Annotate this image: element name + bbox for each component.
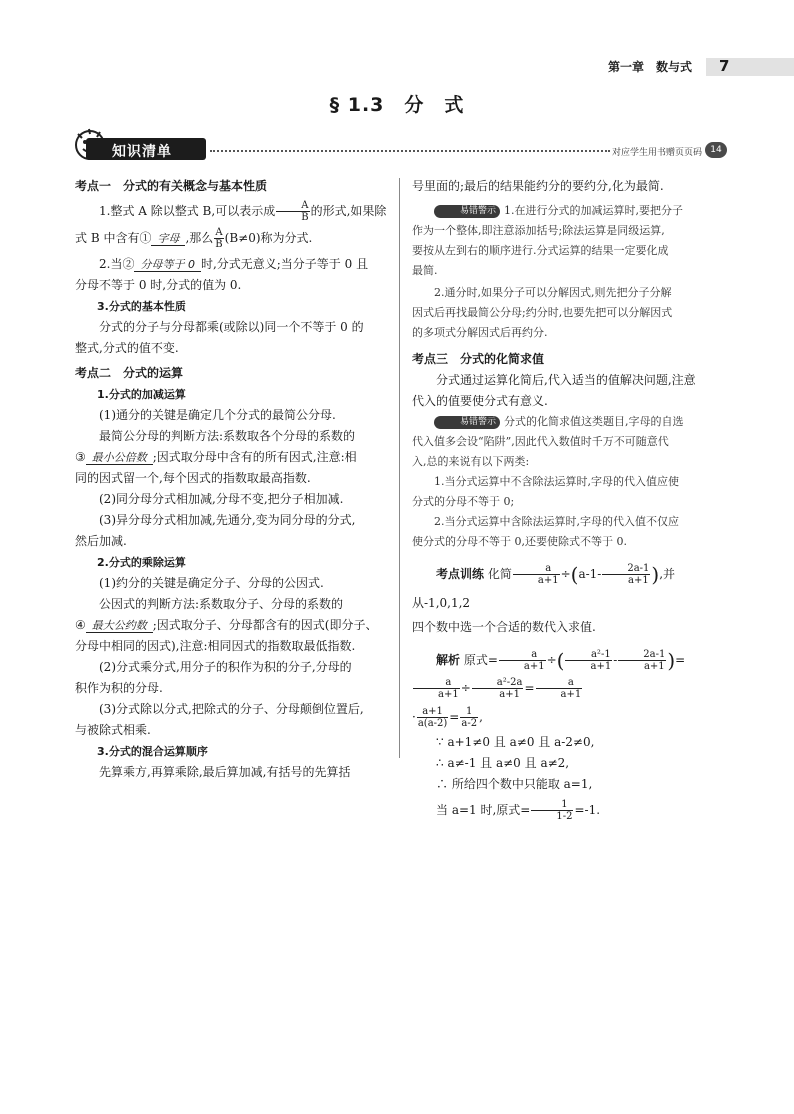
text: 当 a=1 时,原式= [436,803,531,817]
tip1-line-f: 因式后再找最简公分母;约分时,也要先把可以分解因式 [412,306,673,319]
frac-num: a [513,563,560,575]
right-column [412,176,730,825]
answer-3: 最小公倍数 [86,451,153,465]
tip-box-1 [412,201,730,343]
sub-1-line-g: 然后加减. [75,534,127,548]
frac-den: a+1 [523,660,545,672]
text: 1.整式 A 除以整式 B,可以表示成 [99,204,276,218]
property-line-2: 整式,分式的值不变. [75,341,179,355]
page-number: 7 [719,57,730,75]
frac-den: a+1 [438,689,459,700]
tip1-line-b: 作为一个整体,即注意添加括号;除法运算是同级运算, [412,224,665,237]
banner-dotted-line [210,150,610,152]
frac-s8 [460,706,478,729]
para-1-line-2 [75,227,391,250]
frac-den: a+1 [590,660,612,672]
sub-2-line-a: (1)约分的关键是确定分子、分母的公因式. [99,576,324,590]
frac-num: A [276,200,309,212]
sub-2-line-e: (2)分式乘分式,用分子的积作为积的分子,分母的 [99,660,352,674]
sub-3-title: 3.分式的混合运算顺序 [97,745,208,758]
text: ,那么 [185,231,214,245]
k3-line-b: 代入的值要使分式有意义. [412,394,548,408]
frac-num: a [536,677,583,689]
sub-1-line-e: (2)同分母分式相加减,分母不变,把分子相加减. [99,492,344,506]
banner-label: 知识清单 [112,144,172,160]
frac-num: a [413,677,460,689]
sub-2-line-c [75,615,391,636]
tip1-line-d: 最简. [412,264,438,277]
para-2-line-1 [75,254,391,275]
banner-note: 对应学生用书赠页页码 [612,148,703,158]
sub-2-line-g: (3)分式除以分式,把除式的分子、分母颠倒位置后, [99,702,364,716]
text: ③ [75,450,86,464]
text: ④ [75,618,86,632]
frac-num: A [215,227,223,238]
sub-2-title: 2.分式的乘除运算 [97,556,186,569]
sub-2-line-d: 分母中相同的因式),注意:相同因式的指数取最低指数. [75,639,356,653]
frac-ex-1 [513,563,560,586]
kaodian-2-title: 考点二 分式的运算 [75,366,184,380]
left-column [75,176,391,783]
frac-s1 [499,649,546,672]
frac-num: a²-1 [565,649,612,661]
tip2-line-f: 2.当分式运算中含除法运算时,字母的代入值不仅应 [434,515,679,528]
solution-label: 解析 [436,652,461,667]
frac-s5 [472,677,524,700]
para-1-line-1 [75,200,391,223]
text: 原式= [463,652,498,667]
paren: ) [667,648,676,672]
sub-1-line-d: 同的因式留一个,每个因式的指数取最高指数. [75,471,311,485]
exercise-line-2: 四个数中选一个合适的数代入求值. [412,619,596,634]
text: 时,分式无意义;当分子等于 0 且 [200,257,369,271]
frac-den: B [215,239,223,250]
para-2-line-2: 分母不等于 0 时,分式的值为 0. [75,278,242,292]
sub-1-line-a: (1)通分的关键是确定几个分式的最简公分母. [99,408,336,422]
chapter-header: 第一章 数与式 [608,60,693,74]
frac-den: B [301,212,309,223]
frac-num: 1 [460,706,478,718]
sub-1-line-f: (3)异分母分式相加减,先通分,变为同分母的分式, [99,513,356,527]
answer-1: 字母 [151,232,185,246]
frac-s4 [413,677,460,700]
sub-3-line-a: 先算乘方,再算乘除,最后算加减,有括号的先算括 [99,765,351,779]
text: a-1- [578,567,602,581]
section-title: § 1.3 分 式 [329,94,465,116]
answer-2: 分母等于 0 [134,258,201,272]
fraction-a-over-b-2 [214,227,223,250]
continued-line: 号里面的;最后的结果能约分的要约分,化为最简. [412,179,664,193]
sub-2-line-f: 积作为积的分母. [75,681,163,695]
text: =-1. [574,803,601,817]
tip1-line-c: 要按从左到右的顺序进行.分式运算的结果一定要化成 [412,244,669,257]
tip-box-2 [412,412,730,552]
frac-num: 2a-1 [618,649,666,661]
tip2-line-b: 代入值多会设“陷阱”,因此代入数值时千万不可随意代 [412,435,669,448]
banner-badge: 14 [705,142,727,158]
solution-line-3: ∵ a+1≠0 且 a≠0 且 a-2≠0, [436,735,595,749]
answer-4: 最大公约数 [86,619,153,633]
exercise-label: 考点训练 [436,567,485,581]
text: 分式的化简求值这类题目,字母的自选 [504,415,684,428]
sub-1-line-b: 最简公分母的判断方法:系数取各个分母的系数的 [99,429,356,443]
tip1-line-e: 2.通分时,如果分子可以分解因式,则先把分子分解 [434,286,672,299]
sub-2-line-b: 公因式的判断方法:系数取分子、分母的系数的 [99,597,344,611]
frac-den: a-2 [461,718,478,729]
text: 1.在进行分式的加减运算时,要把分子 [504,204,684,217]
solution-line-1: 解析 原式= $\frac{a}{a+1}$ ÷( $\frac{\text{a²-1}}{a+1}$ - $\frac{2a-1}{a+1}$ )= $\frac{a}{a+1}$ ÷ $\frac{\text{a²-2a}}{a+1}$ = $\frac{a}{a+1}$ [412,646,730,703]
frac-s3 [618,649,666,672]
column-divider [399,178,400,758]
frac-ex-2 [602,563,650,586]
paren: ( [570,562,579,587]
text: 化简 [487,567,512,581]
text: ;因式取分子、分母都含有的因式(即分子、 [152,618,378,632]
frac-den: a+1 [643,660,665,672]
tip2-line-g: 使分式的分母不等于 0,还要使除式不等于 0. [412,535,627,548]
frac-s9 [531,799,573,822]
kaodian-3-title: 考点三 分式的化简求值 [412,352,545,366]
tip2-line-e: 分式的分母不等于 0; [412,495,515,508]
text: 的形式,如果除 [310,204,387,218]
property-title: 3.分式的基本性质 [97,300,186,313]
frac-s7 [417,706,448,729]
frac-num: 1 [531,799,573,811]
tip2-line-c: 入,总的来说有以下两类: [412,455,530,468]
solution-line-4: ∴ a≠-1 且 a≠0 且 a≠2, [436,756,570,770]
kaodian-1-title: 考点一 分式的有关概念与基本性质 [75,179,268,193]
solution-line-2: · $\frac{a+1}{a(a-2)}$ = $\frac{1}{a-2}$ , [412,706,483,729]
tip1-line-g: 的多项式分解因式后再约分. [412,326,548,339]
frac-den: a+1 [499,689,520,700]
k3-line-a: 分式通过运算化简后,代入适当的值解决问题,注意 [436,373,696,387]
text: (B≠0)称为分式. [224,231,313,245]
frac-num: a²-2a [472,677,524,689]
text: ,并从-1,0,1,2 [412,567,676,610]
text: 式 B 中含有① [75,231,152,245]
sub-1-line-c [75,447,391,468]
frac-s6 [536,677,583,700]
tip2-line-d: 1.当分式运算中不含除法运算时,字母的代入值应使 [434,475,679,488]
text: 2.当② [99,257,135,271]
paren: ) [651,562,660,587]
text: ;因式取分母中含有的所有因式,注意:相 [152,450,357,464]
tip-tag-1: 易错警示 [434,205,500,218]
sub-1-title: 1.分式的加减运算 [97,388,186,401]
fraction-a-over-b [276,200,309,223]
frac-num: 2a-1 [602,563,650,575]
frac-den: 1-2 [556,811,573,822]
exercise-line-1: 考点训练 化简 $\frac{a}{a+1}$ ÷(a-1- $\frac{2a-1}{a+1}$ ),并从-1,0,1,2 [412,562,676,610]
frac-den: a+1 [560,689,582,700]
frac-num: a [499,649,546,661]
solution-line-5: ∴ 所给四个数中只能取 a=1, [436,777,593,791]
solution-line-6 [412,795,730,825]
frac-num: a+1 [417,706,448,718]
frac-den: a(a-2) [417,718,448,729]
paren: ( [556,648,565,672]
frac-den: a+1 [628,575,649,586]
sub-2-line-h: 与被除式相乘. [75,723,151,737]
frac-s2 [565,649,612,672]
property-line-1: 分式的分子与分母都乘(或除以)同一个不等于 0 的 [99,320,364,334]
frac-den: a+1 [537,575,559,586]
tip-tag-2: 易错警示 [434,416,500,429]
